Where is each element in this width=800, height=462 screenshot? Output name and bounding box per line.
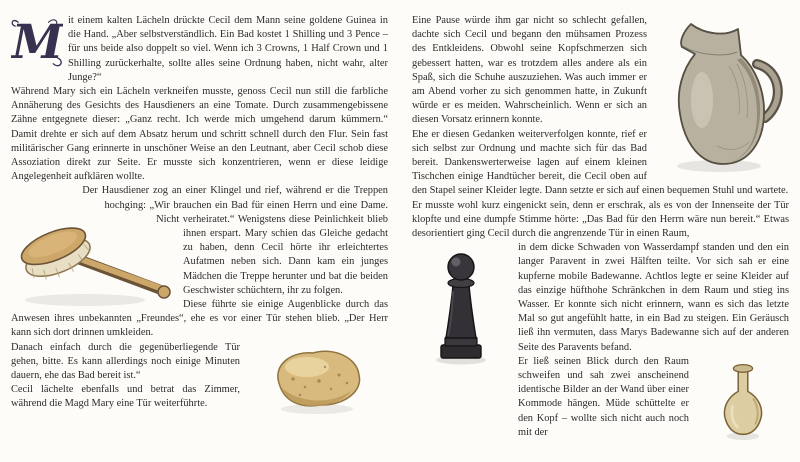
drop-cap-initial: [11, 15, 63, 71]
paragraph: Cecil lächelte ebenfalls und betrat das Zimmer, während die Magd Mary eine Tür weiterführte.: [11, 384, 240, 410]
sponge-illustration: [246, 343, 388, 423]
right-page-column: [412, 14, 789, 454]
pawn-figurine-icon: [433, 241, 489, 365]
paragraph: Ehe er diesen Gedanken weiterverfolgen konnte, rief er sich selbst zur Ordnung und machte sich für das Bad bereit. Dankenswerterweise lagen auf einem kleinen Tischchen einige Handtücher bereit, die Cecil oben auf den Stapel seiner Kleider legte. Dann setzte er sich auf einen bequemen Stuhl und wartete.: [412, 128, 789, 197]
paragraph: Der Hausdiener zog an einer Klingel und rief, während er die Treppen hochging: „Wir brauchen ein Bad für einen Herrn und eine Dame. Nicht verheiratet.“ Wenigstens diese Peinlichkeit blieb ihnen erspart. Mary schien das Gleiche gedacht zu haben, denn Cecil hörte ihr erleichtertes Aufatmen neben sich. Dann kam ein junges Mädchen die Treppe herunter und bat die beiden Geschwister schüchtern, ihr zu folgen.: [82, 185, 388, 296]
paragraph: it einem kalten Lächeln drückte Cecil dem Mann seine goldene Guinea in die Hand. „Aber selbstverständlich. Ein Bad kostet 1 Shilling und 3 Pence – für uns beide also doppelt so viel. Wenn ich 3 Crowns, 1 Half Crown und 1 Shilling zurückerhalte, sollte alles seine Ordnung haben, nicht wahr, alter Junge?“: [68, 15, 388, 83]
paragraph: Er ließ seinen Blick durch den Raum schweifen und sah zwei anscheinend identische Bilder an der Wand über einer Kommode hängen. Müde schüttelte er den Kopf – wollte sich nicht auch noch mit der: [518, 355, 689, 438]
sponge-icon: [267, 343, 367, 415]
drop-cap-glyph: M: [11, 15, 63, 69]
paragraph: Danach einfach durch die gegenüberliegende Tür gehen, bitte. Es kann allerdings noch einige Minuten dauern, ehe das Bad bereit ist.“: [11, 341, 240, 382]
paragraph: Er musste wohl kurz eingenickt sein, denn er erschrak, als es von der Innenseite der Tür klopfte und eine dumpfe Stimme hörte: „Das Bad für den Herrn wäre nun bereit.“ Etwas desorientiert ging Cecil durch die angrenzende Tür in einen Raum,: [412, 199, 789, 240]
glass-bottle-illustration: [697, 357, 789, 445]
paragraph: Eine Pause würde ihm gar nicht so schlecht gefallen, dachte sich Cecil und begann den mühsamen Prozess des Entkleidens. Obwohl seine Kopfschmerzen sich gebessert hatten, war es trotzdem alles andere als ein Spaß, sich die Schuhe auszuziehen. Was auch immer er am Abend vorher zu sich genommen hatte, in Zukunft würde er es meiden. Wahrscheinlich. Wenn er sich an diesen Vorsatz erinnern konnte.: [412, 15, 647, 126]
left-page-column: [11, 14, 388, 454]
paragraph: in dem dicke Schwaden von Wasserdampf standen und den ein langer Paravent in zwei Hälften teilte. Vor sich sah er eine kupferne mobile Badewanne. Achtlos legte er seine Kleider auf das einzige hüfthohe Schränkchen in dem Raum und stieg ins Wasser. Er konnte sich nicht erinnern, wann es sich das letzte Mal so gut angefühlt hatte, in ein Bad zu steigen. Ein Geräusch ließ ihn vermuten, dass Marys Badewanne sich auf der anderen Seite des Paravents befand.: [518, 242, 789, 353]
paragraph: Während Mary sich ein Lächeln verkneifen musste, genoss Cecil nun still die farbliche Annäherung des Gesichts des Hausdieners an eine Tomate. Durch zusammengebissene Zähne entgegnete dieser: „Ganz recht. Ich werde mich umgehend darum kümmern.“ Damit drehte er sich auf dem Absatz herum und schritt schnell durch den Flur. Sein fast militärischer Gang erinnerte in unschöner Weise an den Leutnant, aber Cecil schob diese Assoziation direkt zur Seite. Er musste sich konzentrieren, wenn er diese leidige Angelegenheit aufklären wollte.: [11, 86, 388, 183]
water-jug-icon: [657, 14, 789, 174]
water-jug-illustration: [655, 14, 789, 174]
drop-cap-letter-icon: [11, 15, 63, 71]
glass-bottle-icon: [719, 357, 767, 441]
pawn-figurine-illustration: [412, 241, 510, 437]
paragraph: Diese führte sie einige Augenblicke durch das Anwesen ihres unbekannten „Freundes“, ehe es vor einer Tür stehen blieb. „Der Herr kann sich dort drinnen umkleiden.: [11, 299, 388, 339]
